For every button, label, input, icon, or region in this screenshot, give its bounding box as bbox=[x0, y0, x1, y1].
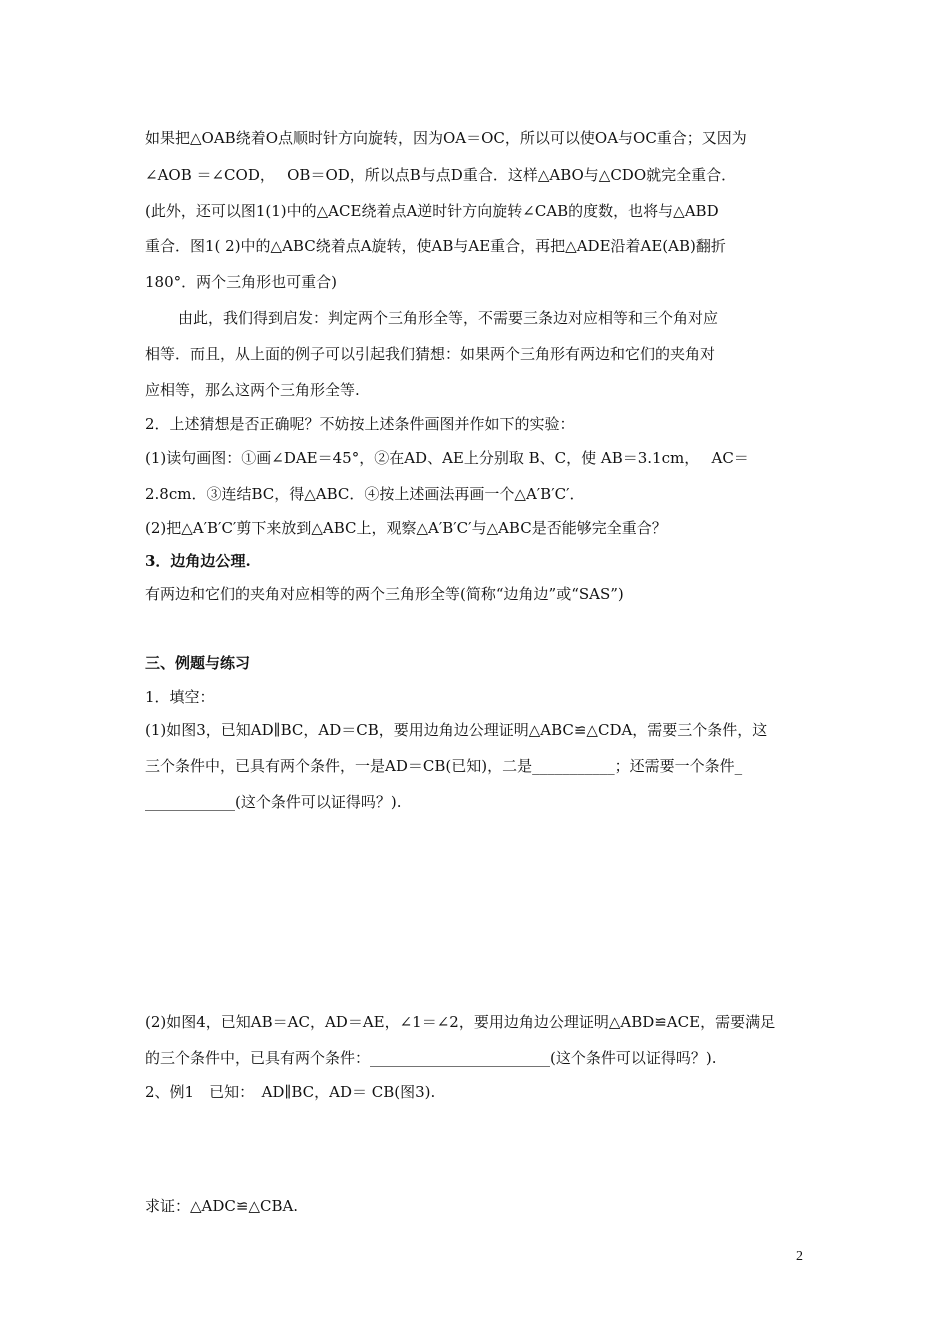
exercise-1-part-1-line-1: (1)如图3，已知AD∥BC，AD＝CB，要用边角边公理证明△ABC≌△CDA，需要三个条件，这 bbox=[145, 721, 768, 739]
page-number: 2 bbox=[796, 1249, 803, 1264]
paragraph-line-4: 重合．图1( 2)中的△ABC绕着点A旋转，使AB与AE重合，再把△ADE沿着AE(AB)翻折 bbox=[145, 237, 726, 255]
paragraph-line-2: ∠AOB ＝∠COD， OB＝OD，所以点B与点D重合．这样△ABO与△CDO就完全重合． bbox=[145, 166, 737, 184]
experiment-step-2: (2)把△A′B′C′剪下来放到△ABC上，观察△A′B′C′与△ABC是否能够完全重合？ bbox=[145, 519, 667, 537]
paragraph-inference-line-1: 由此，我们得到启发：判定两个三角形全等，不需要三条边对应相等和三个角对应 bbox=[178, 309, 719, 327]
exercise-1-part-2-line-1: (2)如图4，已知AB＝AC，AD＝AE，∠1＝∠2，要用边角边公理证明△ABD≌ACE，需要满足 bbox=[145, 1013, 776, 1031]
exercise-1-part-1-line-2: 三个条件中，已具有两个条件，一是AD＝CB(已知)，二是___________；还需要一个条件_ bbox=[145, 757, 743, 775]
sas-axiom-statement: 有两边和它们的夹角对应相等的两个三角形全等(简称“边角边”或“SAS”) bbox=[145, 585, 624, 603]
paragraph-line-5: 180°．两个三角形也可重合) bbox=[145, 273, 337, 291]
experiment-step-1: (1)读句画图：①画∠DAE＝45°，②在AD、AE上分别取 B、C，使 AB＝3.1cm， AC＝ bbox=[145, 449, 749, 467]
paragraph-line-1: 如果把△OAB绕着O点顺时针方向旋转，因为OA＝OC，所以可以使OA与OC重合；又因为 bbox=[145, 129, 747, 147]
example-1-given: 2、例1 已知： AD∥BC，AD＝ CB(图3). bbox=[145, 1083, 436, 1101]
exercise-1-heading: 1．填空： bbox=[145, 688, 215, 706]
exercise-1-part-2-line-2: 的三个条件中，已具有两个条件：________________________(这个条件可以证得吗？). bbox=[145, 1049, 717, 1067]
example-1-prove: 求证：△ADC≌△CBA. bbox=[145, 1197, 299, 1215]
paragraph-inference-line-3: 应相等，那么这两个三角形全等. bbox=[145, 381, 360, 399]
experiment-step-1-cont: 2.8cm．③连结BC，得△ABC．④按上述画法再画一个△A′B′C′． bbox=[145, 485, 585, 503]
paragraph-inference-line-2: 相等．而且，从上面的例子可以引起我们猜想：如果两个三角形有两边和它们的夹角对 bbox=[145, 345, 716, 363]
sas-axiom-heading: 3．边角边公理. bbox=[145, 552, 251, 570]
paragraph-line-3: (此外，还可以图1(1)中的△ACE绕着点A逆时针方向旋转∠CAB的度数，也将与△ABD bbox=[145, 202, 719, 220]
exercise-1-part-1-line-3: ____________(这个条件可以证得吗？). bbox=[145, 793, 402, 811]
experiment-heading: 2．上述猜想是否正确呢？不妨按上述条件画图并作如下的实验： bbox=[145, 415, 575, 433]
section-title-examples: 三、例题与练习 bbox=[145, 654, 251, 672]
